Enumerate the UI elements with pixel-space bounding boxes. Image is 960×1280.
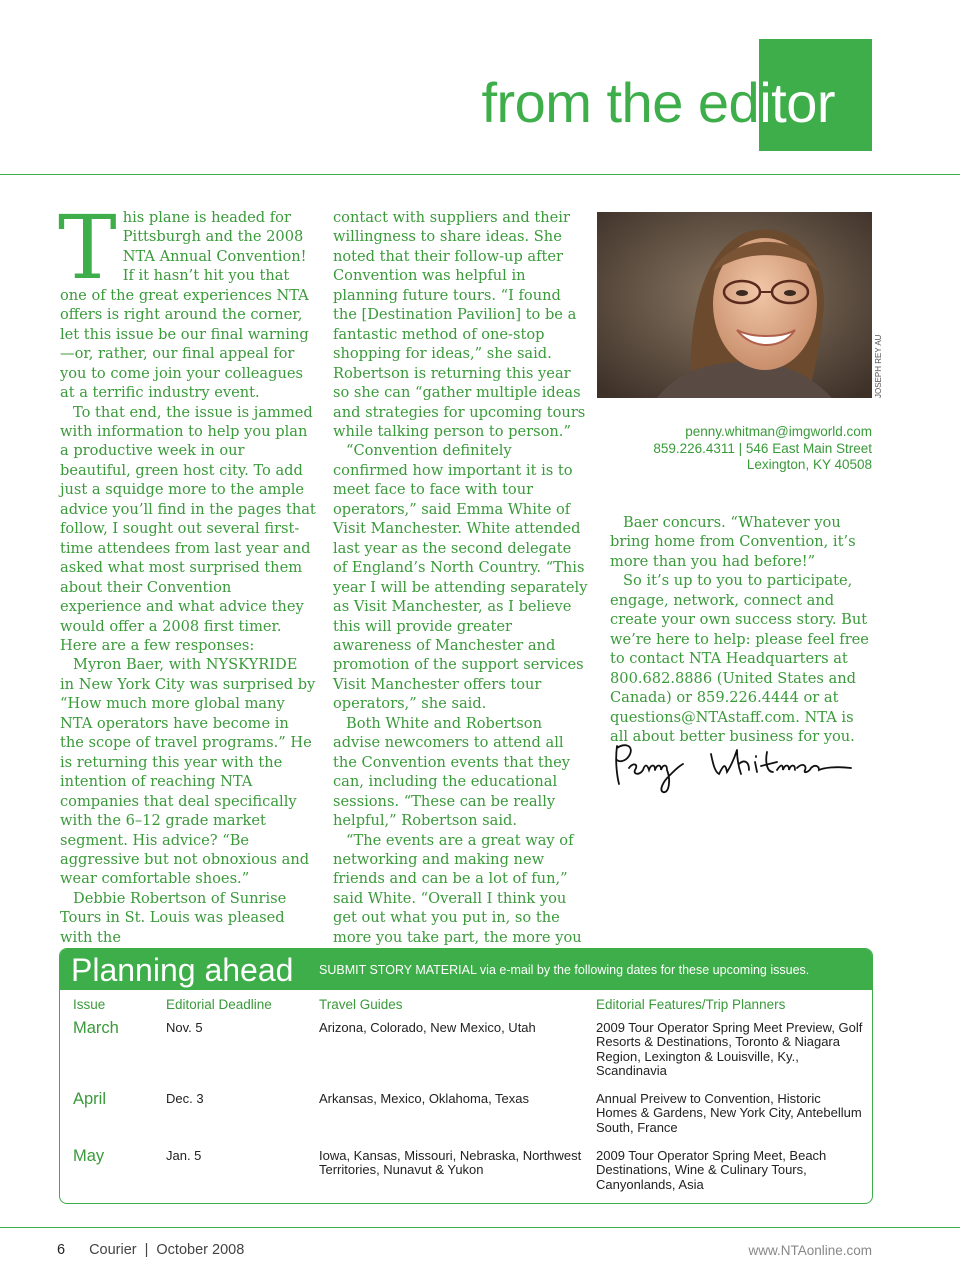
travel-guides: Arkansas, Mexico, Oklahoma, Texas <box>319 1091 530 1106</box>
article-paragraph: Debbie Robertson of Sunrise Tours in St. Louis was pleased with the <box>60 889 287 946</box>
travel-guides: Arizona, Colorado, New Mexico, Utah <box>319 1020 536 1035</box>
article-paragraph: Both White and Robertson advise newcomers to attend all the Convention events that they can, including the educational sessions. “These can be really helpful,” Robertson said. <box>333 714 571 830</box>
planning-ahead-box <box>59 948 873 1204</box>
travel-guides: Iowa, Kansas, Missouri, Nebraska, Northwest Territories, Nunavut & Yukon <box>319 1148 582 1178</box>
editor-portrait-illustration <box>597 212 872 398</box>
issue-date: October 2008 <box>156 1242 245 1258</box>
drop-cap: T <box>58 196 117 299</box>
planning-ahead-note: SUBMIT STORY MATERIAL via e-mail by the following dates for these upcoming issues. <box>319 963 810 977</box>
editorial-features: Annual Preivew to Convention, Historic Homes & Gardens, New York City, Antebellum South, France <box>596 1091 862 1135</box>
article-paragraph: contact with suppliers and their willingness to share ideas. She noted that their follow-up after Convention was helpful in planning future tours. “I found the [Destination Pavilion] to be a fantastic method of one-stop shopping for ideas,” she said. Robertson is returning this year so she can “gather multiple ideas and strategies for upcoming tours while talking person to person.” <box>333 209 586 440</box>
footer-separator: | <box>144 1242 149 1258</box>
article-paragraph: “The events are a great way of networking and making new friends and can be a lot of fun,” said White. “Overall I think you get out what you put in, so the more you take part, the more you <box>333 831 582 946</box>
issue-month: March <box>73 1019 119 1037</box>
page-number: 6 <box>57 1242 66 1258</box>
editor-photo <box>597 212 872 398</box>
footer-folio <box>57 1241 244 1259</box>
editorial-features: 2009 Tour Operator Spring Meet, Beach Destinations, Wine & Culinary Tours, Canyonlands, Asia <box>596 1148 827 1192</box>
editor-address-line2: Lexington, KY 40508 <box>746 457 872 472</box>
issue-month: May <box>73 1147 105 1165</box>
editorial-features: 2009 Tour Operator Spring Meet Preview, Golf Resorts & Destinations, Toronto & Niagara Region, Lexington & Louisville, Ky., Scandinavia <box>596 1020 863 1079</box>
article-column-1 <box>58 196 316 947</box>
editor-contact <box>653 424 872 474</box>
article-column-3 <box>610 513 872 746</box>
footer-divider <box>0 1227 960 1228</box>
footer-website-link[interactable]: www.NTAonline.com <box>748 1243 872 1258</box>
column-header-travel-guides: Travel Guides <box>319 997 403 1012</box>
section-title-white: itor <box>759 71 835 134</box>
editorial-deadline: Nov. 5 <box>166 1020 203 1035</box>
editor-email[interactable]: penny.whitman@imgworld.com <box>685 424 872 439</box>
publication-name: Courier <box>89 1242 137 1258</box>
article-column-2 <box>333 208 589 967</box>
editorial-deadline: Jan. 5 <box>166 1148 202 1163</box>
article-paragraph: Baer concurs. “Whatever you bring home from Convention, it’s more than you had before!” <box>610 514 856 570</box>
editorial-deadline: Dec. 3 <box>166 1091 204 1106</box>
article-paragraph: “Convention definitely confirmed how important it is to meet face to face with tour operators,” said Emma White of Visit Manchester. White attended last year as the second delegate of England’s North Country. “This year I will be attending separately as Visit Manchester, as I believe this will provide greater awareness of Manchester and promotion of the support services Visit Manchester offers tour operators,” she said. <box>333 442 588 713</box>
planning-ahead-title: Planning ahead <box>71 952 294 988</box>
editor-address-line1: 859.226.4311 | 546 East Main Street <box>653 440 872 456</box>
photo-credit: JOSEPH REY AU <box>874 334 883 398</box>
column-header-deadline: Editorial Deadline <box>166 997 272 1012</box>
header-divider <box>0 174 960 175</box>
article-paragraph: This plane is headed for Pittsburgh and the 2008 NTA Annual Convention! If it hasn’t hit you that one of the great experiences NTA offers is right around the corner, let this issue be our final warning—or, rather, our final appeal for you to come join your colleagues at a terrific industry event. <box>58 196 309 402</box>
section-title-green: from the ed <box>481 71 760 134</box>
column-header-issue: Issue <box>73 997 106 1012</box>
article-paragraph: To that end, the issue is jammed with information to help you plan a productive week in our beautiful, green host city. To add just a squidge more to the ample advice you’ll find in the pages that follow, I sought out several first-time attendees from last year and asked what most surprised them about their Convention experience and what advice they would offer a 2008 first timer. Here are a few responses: <box>60 403 316 654</box>
editor-signature <box>611 736 856 796</box>
article-paragraph: Myron Baer, with NYSKYRIDE in New York City was surprised by “How much more global many NTA operators have become in the scope of travel programs.” He is returning this year with the intention of reaching NTA companies that deal specifically with the 6–12 grade market segment. His advice? “Be aggressive but not obnoxious and wear comfortable shoes.” <box>60 656 316 888</box>
issue-month: April <box>73 1090 107 1108</box>
section-title <box>481 67 835 139</box>
column-header-features: Editorial Features/Trip Planners <box>596 997 786 1012</box>
article-paragraph: So it’s up to you to participate, engage, network, connect and create your own success story. But we’re here to help: please feel free to contact NTA Headquarters at 800.682.8886 (United States and Canada) or 859.226.4444 or at questions@NTAstaff.com. NTA is all about better business for you. <box>610 572 869 745</box>
